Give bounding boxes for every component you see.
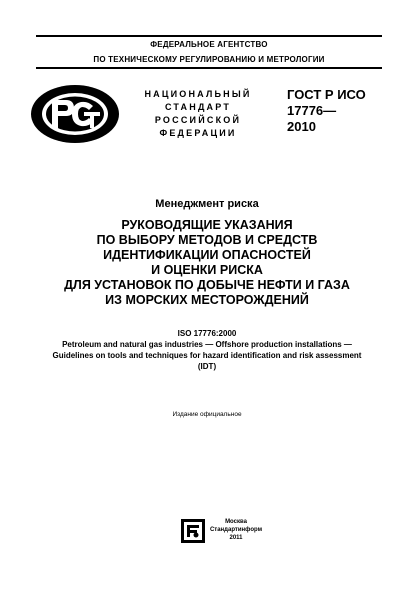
national-line-2: СТАНДАРТ (164, 102, 232, 112)
national-line-4: ФЕДЕРАЦИИ (159, 128, 237, 138)
agency-block (36, 35, 382, 69)
gost-line-3: 2010 (287, 119, 316, 134)
national-line-3: РОССИЙСКОЙ (154, 115, 242, 125)
gost-designation (287, 87, 366, 135)
bottom-rule (36, 67, 382, 69)
document-heading (0, 218, 414, 308)
iso-code: ISO 17776:2000 (177, 329, 237, 338)
heading-line-3: ИДЕНТИФИКАЦИИ ОПАСНОСТЕЙ (103, 248, 311, 262)
iso-line-1: Petroleum and natural gas industries — Offshore production installations — (62, 340, 352, 349)
national-standard-label (140, 88, 256, 140)
gost-line-1: ГОСТ Р ИСО (287, 87, 366, 102)
document-title: Менеджмент риска (155, 198, 259, 210)
heading-line-2: ПО ВЫБОРУ МЕТОДОВ И СРЕДСТВ (96, 233, 318, 247)
standartinform-logo-icon (180, 518, 206, 544)
heading-line-4: И ОЦЕНКИ РИСКА (151, 263, 263, 277)
rst-logo-icon (30, 84, 120, 144)
publisher-city: Москва (225, 519, 247, 525)
iso-line-3: (IDT) (197, 362, 217, 371)
publisher-year: 2011 (229, 535, 243, 541)
heading-line-5: ДЛЯ УСТАНОВОК ПО ДОБЫЧЕ НЕФТИ И ГАЗА (64, 278, 350, 292)
publisher-block (206, 518, 266, 542)
iso-reference (0, 328, 414, 372)
national-line-1: НАЦИОНАЛЬНЫЙ (144, 89, 252, 99)
publisher-name: Стандартинформ (209, 527, 263, 533)
iso-line-2: Guidelines on tools and techniques for hazard identification and risk assessment (52, 351, 362, 360)
heading-line-1: РУКОВОДЯЩИЕ УКАЗАНИЯ (121, 218, 293, 232)
agency-line-2: ПО ТЕХНИЧЕСКОМУ РЕГУЛИРОВАНИЮ И МЕТРОЛОГИИ (93, 55, 325, 64)
heading-line-6: ИЗ МОРСКИХ МЕСТОРОЖДЕНИЙ (105, 293, 309, 307)
edition-label: Издание официальное (172, 411, 242, 418)
gost-line-2: 17776— (287, 103, 337, 118)
agency-line-1: ФЕДЕРАЛЬНОЕ АГЕНТСТВО (150, 40, 268, 49)
